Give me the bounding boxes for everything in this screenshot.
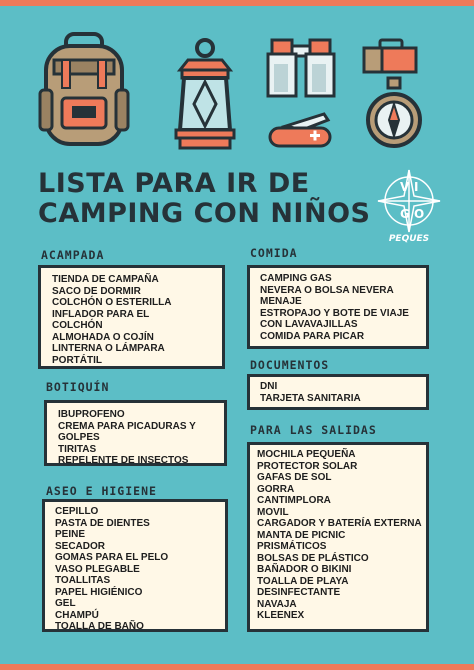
list-aseo-higiene [42, 499, 228, 632]
list-item: PROTECTOR SOLAR [257, 460, 358, 472]
list-item: CANTIMPLORA [257, 495, 331, 506]
list-item: CAMPING GAS [260, 273, 332, 284]
list-item: REPELENTE DE INSECTOS [58, 455, 189, 466]
list-item: IBUPROFENO [58, 409, 125, 420]
list-item: ALMOHADA O COJÍN [52, 331, 154, 343]
bottom-accent-bar [0, 664, 474, 670]
list-item: MOCHILA PEQUEÑA [257, 449, 356, 460]
list-item: INFLADOR PARA EL [52, 308, 150, 320]
list-item: PRISMÁTICOS [257, 541, 327, 552]
list-botiquin [44, 400, 227, 466]
list-item: BOLSAS DE PLÁSTICO [257, 552, 369, 564]
binoculars-icon [264, 38, 338, 100]
list-item: CREMA PARA PICADURAS Y [58, 420, 196, 432]
list-item: COLCHÓN [52, 320, 103, 331]
heading-documentos: DOCUMENTOS [250, 358, 330, 372]
list-item: TOALLITAS [55, 575, 111, 586]
list-item: NAVAJA [257, 598, 297, 610]
vigo-peques-logo [374, 168, 444, 244]
list-item: MANTA DE PICNIC [257, 529, 346, 541]
list-item: BAÑADOR O BIKINI [257, 564, 352, 575]
thermos-icon [362, 38, 418, 74]
svg-text:G: G [400, 207, 410, 221]
list-item: SACO DE DORMIR [52, 285, 141, 297]
list-item: CARGADOR Y BATERÍA EXTERNA [257, 518, 422, 529]
list-item: GOMAS PARA EL PELO [55, 552, 169, 563]
list-item: CHAMPÚ [55, 609, 99, 621]
list-item: COMIDA PARA PICAR [260, 330, 365, 342]
svg-text:I: I [414, 180, 419, 194]
top-accent-bar [0, 0, 474, 6]
pocket-knife-icon [266, 110, 338, 150]
svg-text:PEQUES: PEQUES [388, 234, 430, 244]
svg-text:O: O [414, 207, 425, 221]
list-item: ESTROPAJO Y BOTE DE VIAJE [260, 307, 409, 319]
list-item: TOALLA DE PLAYA [257, 575, 349, 587]
list-item: TOALLA DE BAÑO [55, 621, 144, 632]
list-item: GORRA [257, 483, 295, 495]
heading-botiquin: BOTIQUÍN [46, 380, 110, 394]
list-item: LINTERNA O LÁMPARA [52, 343, 165, 354]
list-item: TIRITAS [58, 443, 97, 455]
list-item: SECADOR [55, 540, 106, 552]
list-item: KLEENEX [257, 610, 305, 621]
list-item: MENAJE [260, 296, 302, 307]
list-item: PAPEL HIGIÉNICO [55, 586, 143, 598]
lantern-icon [168, 38, 242, 154]
list-comida [247, 265, 429, 349]
list-item: COLCHÓN O ESTERILLA [52, 297, 172, 308]
list-para-las-salidas [247, 442, 429, 632]
list-item: PORTÁTIL [52, 354, 102, 366]
list-item: GOLPES [58, 432, 100, 443]
list-documentos [247, 374, 429, 410]
list-item: DNI [260, 381, 278, 392]
heading-comida: COMIDA [250, 246, 298, 260]
list-item: MOVIL [257, 506, 289, 518]
heading-acampada: ACAMPADA [41, 248, 105, 262]
list-item: VASO PLEGABLE [55, 563, 140, 575]
list-item: GEL [55, 598, 76, 609]
list-item: CON LAVAVAJILLAS [260, 319, 358, 330]
heading-aseo-higiene: ASEO E HIGIENE [46, 484, 157, 498]
list-item: GAFAS DE SOL [257, 472, 332, 483]
backpack-icon [38, 30, 130, 148]
compass-icon [366, 76, 422, 152]
list-item: DESINFECTANTE [257, 587, 341, 598]
list-acampada [38, 265, 225, 369]
list-item: NEVERA O BOLSA NEVERA [260, 284, 394, 296]
page-title-line2: CAMPING CON NIÑOS [38, 198, 371, 229]
list-item: TARJETA SANITARIA [260, 392, 361, 404]
heading-para-las-salidas: PARA LAS SALIDAS [250, 423, 377, 437]
svg-text:V: V [400, 180, 410, 194]
list-item: TIENDA DE CAMPAÑA [52, 274, 159, 285]
list-item: CEPILLO [55, 506, 99, 517]
list-item: PEINE [55, 529, 86, 540]
page-title-line1: LISTA PARA IR DE [38, 168, 310, 199]
list-item: PASTA DE DIENTES [55, 517, 150, 529]
